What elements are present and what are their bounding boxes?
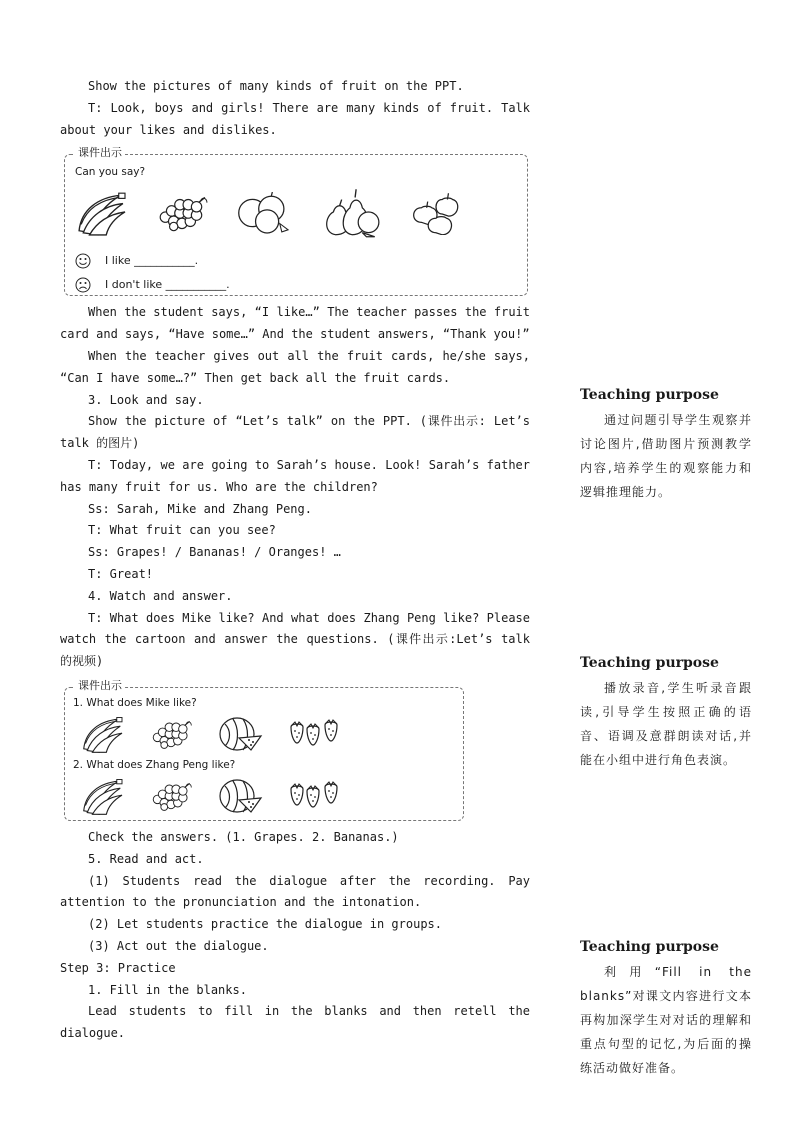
paragraph: T: What does Mike like? And what does Zhang Peng like? Please watch the cartoon and answer the questions. (课件出示:Let’s talk 的视频): [60, 610, 530, 669]
paragraph: T: What fruit can you see?: [88, 523, 276, 538]
grapes-icon: [149, 780, 193, 812]
box-question-2: 2. What does Zhang Peng like?: [73, 758, 236, 771]
paragraph: (1) Students read the dialogue after the recording. Pay attention to the pronunciation and the intonation.: [60, 873, 530, 910]
grapes-icon: [149, 718, 193, 750]
courseware-box-1: [64, 146, 528, 296]
courseware-tag: 课件出示: [75, 146, 125, 160]
teaching-purpose-heading: Teaching purpose: [580, 387, 719, 403]
paragraph: T: Great!: [88, 566, 154, 581]
paragraph: 1. Fill in the blanks.: [88, 982, 247, 997]
box-question-1: 1. What does Mike like?: [73, 696, 197, 709]
banana-icon: [79, 776, 125, 816]
teaching-purpose-text: 通过问题引导学生观察并讨论图片,借助图片预测教学内容,培养学生的观察能力和逻辑推理能力。: [580, 413, 752, 499]
courseware-tag: 课件出示: [75, 679, 125, 693]
fruit-row: [73, 187, 463, 239]
oranges-icon: [235, 192, 295, 234]
paragraph: 5. Read and act.: [88, 851, 204, 866]
paragraph: Show the pictures of many kinds of fruit on the PPT.: [88, 79, 464, 93]
paragraph: Ss: Sarah, Mike and Zhang Peng.: [88, 501, 312, 516]
paragraph: 4. Watch and answer.: [88, 588, 233, 603]
teaching-purpose-heading: Teaching purpose: [580, 655, 719, 671]
paragraph: Ss: Grapes! / Bananas! / Oranges! …: [88, 545, 341, 560]
strawberries-icon: [287, 719, 343, 749]
banana-icon: [79, 714, 125, 754]
dislike-line: [73, 277, 230, 293]
watermelon-icon: [217, 776, 263, 816]
teaching-purpose-2: [580, 654, 752, 772]
like-sentence: I like ___________.: [105, 254, 199, 268]
teaching-purpose-heading: Teaching purpose: [580, 939, 719, 955]
grapes-icon: [155, 193, 209, 233]
box-question: Can you say?: [75, 166, 146, 179]
paragraph: Show the picture of “Let’s talk” on the PPT. (课件出示: Let’s talk 的图片): [60, 414, 530, 451]
fruit-row-1: [79, 714, 343, 754]
paragraph: (3) Act out the dialogue.: [88, 938, 269, 953]
apples-icon: [409, 191, 463, 235]
fruit-row-2: [79, 776, 343, 816]
paragraph: T: Look, boys and girls! There are many kinds of fruit. Talk about your likes and dislikes.: [60, 100, 530, 137]
teaching-purpose-text: 利用“Fill in the blanks”对课文内容进行文本再构加深学生对对话的理解和重点句型的记忆,为后面的操练活动做好准备。: [580, 965, 752, 1075]
teaching-purpose-1: [580, 386, 752, 504]
paragraph: When the teacher gives out all the fruit cards, he/she says, “Can I have some…?” Then get back all the fruit cards.: [60, 348, 530, 385]
strawberries-icon: [287, 781, 343, 811]
dislike-sentence: I don't like ___________.: [105, 278, 230, 292]
paragraph: T: Today, we are going to Sarah’s house. Look! Sarah’s father has many fruit for us. Who are the children?: [60, 457, 530, 494]
step-heading: Step 3: Practice: [60, 960, 176, 975]
watermelon-icon: [217, 714, 263, 754]
paragraph: When the student says, “I like…” The teacher passes the fruit card and says, “Have some…” And the student answers, “Thank you!”: [60, 305, 530, 342]
paragraph: Check the answers. (1. Grapes. 2. Bananas.): [88, 829, 399, 844]
like-line: [73, 253, 230, 269]
courseware-box-2: [64, 678, 464, 821]
pears-icon: [321, 187, 383, 239]
banana-icon: [73, 189, 129, 237]
paragraph: 3. Look and say.: [88, 392, 204, 407]
teaching-purpose-text: 播放录音,学生听录音跟读,引导学生按照正确的语音、语调及意群朗读对话,并能在小组中进行角色表演。: [580, 681, 752, 767]
sad-face-icon: [75, 277, 91, 293]
smile-face-icon: [75, 253, 91, 269]
paragraph: Lead students to fill in the blanks and then retell the dialogue.: [60, 1004, 530, 1041]
teaching-purpose-3: [580, 938, 752, 1080]
paragraph: (2) Let students practice the dialogue in groups.: [88, 917, 443, 932]
lesson-body: [60, 76, 530, 1045]
